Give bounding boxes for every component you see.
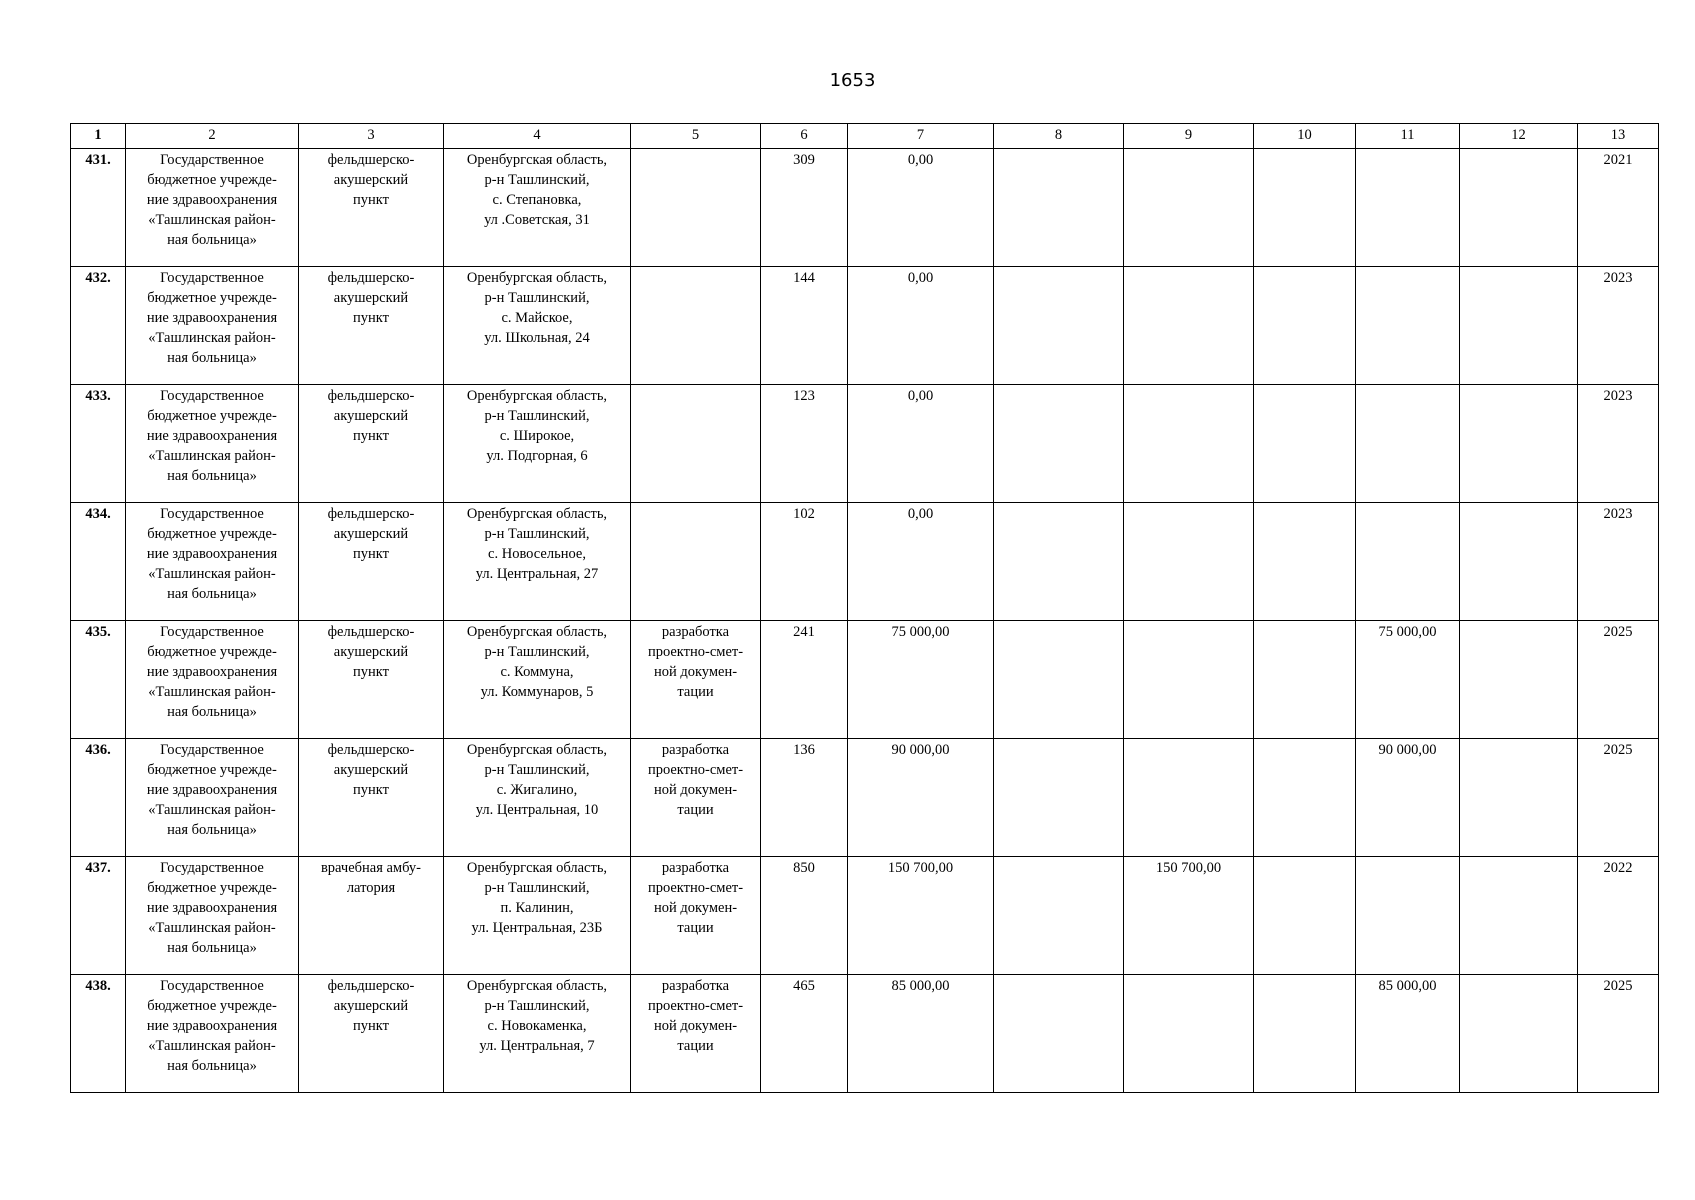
row-number: 432.: [71, 267, 126, 385]
address-cell: Оренбургская область, р-н Ташлинский, с. Новосельное, ул. Центральная, 27: [444, 503, 631, 621]
column-11-amount-cell: 75 000,00: [1356, 621, 1460, 739]
column-9-amount-cell: [1124, 149, 1254, 267]
work-type-cell: [631, 503, 761, 621]
address-cell: Оренбургская область, р-н Ташлинский, с. Жигалино, ул. Центральная, 10: [444, 739, 631, 857]
facility-type-cell: фельдшерско- акушерский пункт: [299, 739, 444, 857]
column-7-amount-cell: 0,00: [848, 503, 994, 621]
column-7-amount-cell: 0,00: [848, 149, 994, 267]
facility-type-cell: фельдшерско- акушерский пункт: [299, 267, 444, 385]
column-7-amount-cell: 85 000,00: [848, 975, 994, 1093]
facility-type-cell: фельдшерско- акушерский пункт: [299, 385, 444, 503]
institution-cell: Государственное бюджетное учрежде- ние здравоохранения «Ташлинская район- ная больница»: [126, 385, 299, 503]
column-7-amount-cell: 150 700,00: [848, 857, 994, 975]
column-12-cell: [1460, 503, 1578, 621]
column-12-cell: [1460, 385, 1578, 503]
column-header-6: 6: [761, 124, 848, 149]
column-6-cell: 850: [761, 857, 848, 975]
header-row: [71, 124, 1659, 149]
table-row: [71, 975, 1659, 1093]
facility-type-cell: фельдшерско- акушерский пункт: [299, 149, 444, 267]
row-number: 433.: [71, 385, 126, 503]
year-cell: 2021: [1578, 149, 1659, 267]
column-8-cell: [994, 857, 1124, 975]
column-6-cell: 123: [761, 385, 848, 503]
column-12-cell: [1460, 975, 1578, 1093]
column-11-amount-cell: [1356, 385, 1460, 503]
column-8-cell: [994, 739, 1124, 857]
column-header-2: 2: [126, 124, 299, 149]
column-header-5: 5: [631, 124, 761, 149]
column-9-amount-cell: 150 700,00: [1124, 857, 1254, 975]
year-cell: 2023: [1578, 267, 1659, 385]
row-number: 438.: [71, 975, 126, 1093]
table-row: [71, 857, 1659, 975]
column-7-amount-cell: 0,00: [848, 385, 994, 503]
column-header-3: 3: [299, 124, 444, 149]
column-8-cell: [994, 621, 1124, 739]
work-type-cell: [631, 149, 761, 267]
column-9-amount-cell: [1124, 975, 1254, 1093]
year-cell: 2025: [1578, 739, 1659, 857]
institution-cell: Государственное бюджетное учрежде- ние здравоохранения «Ташлинская район- ная больница»: [126, 857, 299, 975]
column-header-4: 4: [444, 124, 631, 149]
column-11-amount-cell: 90 000,00: [1356, 739, 1460, 857]
work-type-cell: [631, 385, 761, 503]
row-number: 435.: [71, 621, 126, 739]
column-header-13: 13: [1578, 124, 1659, 149]
column-header-11: 11: [1356, 124, 1460, 149]
column-12-cell: [1460, 739, 1578, 857]
column-9-amount-cell: [1124, 739, 1254, 857]
work-type-cell: разработка проектно-смет- ной докумен- тации: [631, 857, 761, 975]
year-cell: 2022: [1578, 857, 1659, 975]
address-cell: Оренбургская область, р-н Ташлинский, с. Коммуна, ул. Коммунаров, 5: [444, 621, 631, 739]
column-7-amount-cell: 75 000,00: [848, 621, 994, 739]
work-type-cell: разработка проектно-смет- ной докумен- тации: [631, 739, 761, 857]
column-8-cell: [994, 503, 1124, 621]
column-8-cell: [994, 149, 1124, 267]
table-row: [71, 621, 1659, 739]
registry-table: [70, 123, 1659, 1093]
row-number: 431.: [71, 149, 126, 267]
column-6-cell: 136: [761, 739, 848, 857]
institution-cell: Государственное бюджетное учрежде- ние здравоохранения «Ташлинская район- ная больница»: [126, 621, 299, 739]
facility-type-cell: фельдшерско- акушерский пункт: [299, 621, 444, 739]
column-7-amount-cell: 90 000,00: [848, 739, 994, 857]
column-10-cell: [1254, 503, 1356, 621]
table-row: [71, 385, 1659, 503]
column-12-cell: [1460, 149, 1578, 267]
page-number: 1653: [829, 70, 876, 91]
address-cell: Оренбургская область, р-н Ташлинский, с. Широкое, ул. Подгорная, 6: [444, 385, 631, 503]
column-10-cell: [1254, 857, 1356, 975]
column-10-cell: [1254, 975, 1356, 1093]
column-9-amount-cell: [1124, 385, 1254, 503]
institution-cell: Государственное бюджетное учрежде- ние здравоохранения «Ташлинская район- ная больница»: [126, 739, 299, 857]
row-number: 436.: [71, 739, 126, 857]
institution-cell: Государственное бюджетное учрежде- ние здравоохранения «Ташлинская район- ная больница»: [126, 975, 299, 1093]
institution-cell: Государственное бюджетное учрежде- ние здравоохранения «Ташлинская район- ная больница»: [126, 503, 299, 621]
column-12-cell: [1460, 267, 1578, 385]
column-9-amount-cell: [1124, 267, 1254, 385]
column-10-cell: [1254, 621, 1356, 739]
table-row: [71, 267, 1659, 385]
address-cell: Оренбургская область, р-н Ташлинский, с. Майское, ул. Школьная, 24: [444, 267, 631, 385]
column-8-cell: [994, 267, 1124, 385]
column-11-amount-cell: [1356, 149, 1460, 267]
address-cell: Оренбургская область, р-н Ташлинский, п. Калинин, ул. Центральная, 23Б: [444, 857, 631, 975]
column-8-cell: [994, 975, 1124, 1093]
column-9-amount-cell: [1124, 621, 1254, 739]
column-header-10: 10: [1254, 124, 1356, 149]
year-cell: 2023: [1578, 503, 1659, 621]
table-row: [71, 503, 1659, 621]
column-11-amount-cell: [1356, 267, 1460, 385]
table-row: [71, 739, 1659, 857]
facility-type-cell: фельдшерско- акушерский пункт: [299, 975, 444, 1093]
column-header-7: 7: [848, 124, 994, 149]
column-12-cell: [1460, 857, 1578, 975]
row-number: 437.: [71, 857, 126, 975]
column-6-cell: 309: [761, 149, 848, 267]
institution-cell: Государственное бюджетное учрежде- ние здравоохранения «Ташлинская район- ная больница»: [126, 267, 299, 385]
year-cell: 2025: [1578, 621, 1659, 739]
year-cell: 2023: [1578, 385, 1659, 503]
column-header-9: 9: [1124, 124, 1254, 149]
column-header-8: 8: [994, 124, 1124, 149]
address-cell: Оренбургская область, р-н Ташлинский, с. Степановка, ул .Советская, 31: [444, 149, 631, 267]
column-11-amount-cell: 85 000,00: [1356, 975, 1460, 1093]
institution-cell: Государственное бюджетное учрежде- ние здравоохранения «Ташлинская район- ная больница»: [126, 149, 299, 267]
facility-type-cell: фельдшерско- акушерский пункт: [299, 503, 444, 621]
column-10-cell: [1254, 267, 1356, 385]
column-6-cell: 144: [761, 267, 848, 385]
column-header-1: 1: [71, 124, 126, 149]
column-10-cell: [1254, 385, 1356, 503]
table-row: [71, 149, 1659, 267]
work-type-cell: разработка проектно-смет- ной докумен- тации: [631, 621, 761, 739]
column-11-amount-cell: [1356, 857, 1460, 975]
column-10-cell: [1254, 739, 1356, 857]
column-header-12: 12: [1460, 124, 1578, 149]
work-type-cell: разработка проектно-смет- ной докумен- тации: [631, 975, 761, 1093]
column-6-cell: 241: [761, 621, 848, 739]
year-cell: 2025: [1578, 975, 1659, 1093]
column-7-amount-cell: 0,00: [848, 267, 994, 385]
column-8-cell: [994, 385, 1124, 503]
column-9-amount-cell: [1124, 503, 1254, 621]
column-10-cell: [1254, 149, 1356, 267]
column-11-amount-cell: [1356, 503, 1460, 621]
facility-type-cell: врачебная амбу- латория: [299, 857, 444, 975]
column-6-cell: 465: [761, 975, 848, 1093]
column-6-cell: 102: [761, 503, 848, 621]
work-type-cell: [631, 267, 761, 385]
address-cell: Оренбургская область, р-н Ташлинский, с. Новокаменка, ул. Центральная, 7: [444, 975, 631, 1093]
column-12-cell: [1460, 621, 1578, 739]
row-number: 434.: [71, 503, 126, 621]
